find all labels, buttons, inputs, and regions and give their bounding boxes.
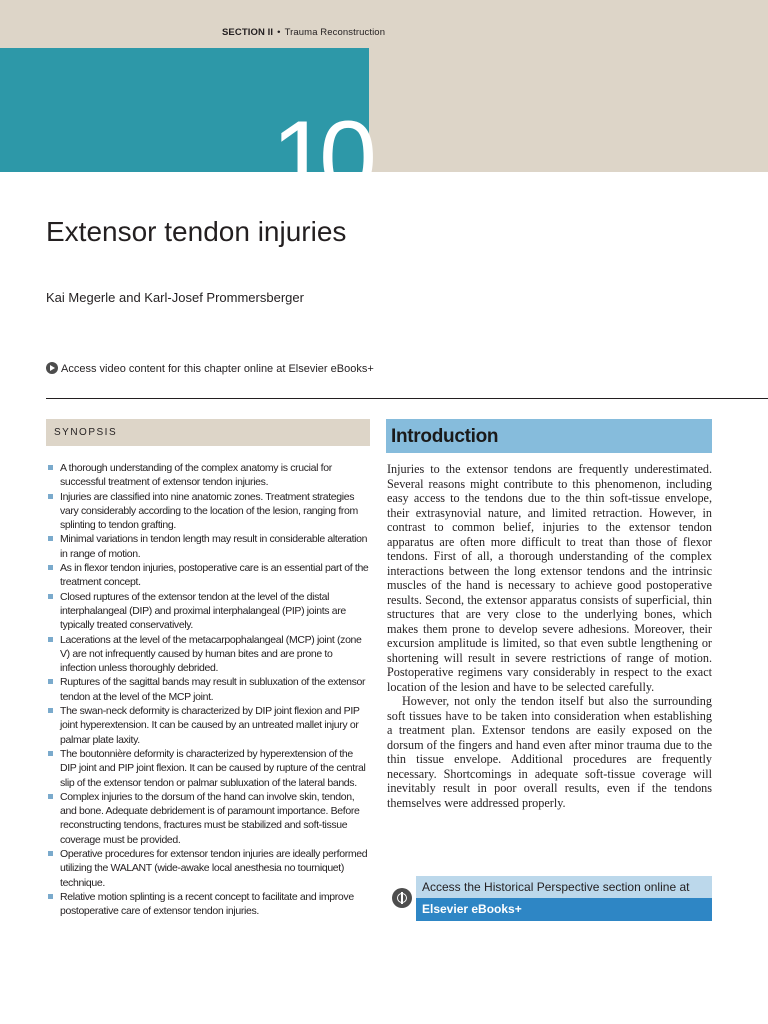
synopsis-item: Lacerations at the level of the metacarpophalangeal (MCP) joint (zone V) are not infrequently caused by human bites and are prone to infection unless thoroughly debrided. [46, 633, 370, 676]
running-head [222, 27, 385, 38]
section-label: SECTION II [222, 27, 274, 38]
introduction-header [386, 419, 712, 453]
running-head-bullet: • [277, 27, 281, 38]
synopsis-heading: SYNOPSIS [54, 427, 118, 438]
chapter-title: Extensor tendon injuries [46, 216, 347, 247]
chapter-number-box [0, 48, 369, 216]
play-icon [46, 362, 58, 374]
historical-perspective-line1 [416, 876, 712, 898]
synopsis-item: Relative motion splinting is a recent concept to facilitate and improve postoperative care of extensor tendon injuries. [46, 890, 370, 919]
introduction-paragraph: Injuries to the extensor tendons are frequently underestimated. Several reasons might contribute to this phenomenon, including easy access to the tendons due to the thin soft-tissue envelope, their extrasynovial nature, and limited retraction. However, in contrast to common belief, injuries to the extensor tendon apparatus are often more difficult to treat than those of flexor tendons. First of all, a thorough understanding of the complex interactions between the long extensor tendons and the intrinsic muscles of the hand is necessary to achieve good postoperative results. Second, the extensor apparatus consists of superficial, thin structures that are very close to the underlying bones, which makes them prone to develop severe adhesions. Moreover, their excursion amplitude is limited, so that even subtle lengthening or shortening will result in severe restrictions of range of motion. Postoperative regimens vary considerably in respect to the exact location of the lesion and have to be selected carefully. [387, 462, 712, 694]
access-video-text: Access video content for this chapter online at Elsevier eBooks+ [61, 363, 374, 375]
chapter-number: 10 [271, 100, 367, 216]
synopsis-item: The swan-neck deformity is characterized by DIP joint flexion and PIP joint hyperextension. It can be caused by an untreated mallet injury or palmar plate laxity. [46, 704, 370, 747]
synopsis-item: Ruptures of the sagittal bands may result in subluxation of the extensor tendon at the level of the MCP joint. [46, 675, 370, 704]
synopsis-item: A thorough understanding of the complex anatomy is crucial for successful treatment of extensor tendon injuries. [46, 461, 370, 490]
historical-perspective-text: Access the Historical Perspective section online at [422, 880, 690, 894]
ebooks-link-text: Elsevier eBooks+ [422, 902, 522, 916]
synopsis-item: Complex injuries to the dorsum of the hand can involve skin, tendon, and bone. Adequate debridement is of paramount importance. Before reconstructing tendons, fractures must be stabilized and soft-tissue coverage must be provided. [46, 790, 370, 847]
access-video-link[interactable] [46, 362, 374, 375]
horizontal-rule [46, 398, 768, 399]
historical-perspective-link[interactable] [416, 898, 712, 921]
introduction-heading: Introduction [391, 426, 499, 447]
historical-perspective-box[interactable] [386, 876, 712, 921]
synopsis-item: As in flexor tendon injuries, postoperative care is an essential part of the treatment concept. [46, 561, 370, 590]
synopsis-header [46, 419, 370, 446]
synopsis-item: Closed ruptures of the extensor tendon at the level of the distal interphalangeal (DIP) and proximal interphalangeal (PIP) joints are typically treated conservatively. [46, 590, 370, 633]
online-resource-icon [392, 888, 412, 908]
synopsis-item: Injuries are classified into nine anatomic zones. Treatment strategies vary considerably according to the location of the lesion, ranging from splinting to tendon grafting. [46, 490, 370, 533]
synopsis-item: The boutonnière deformity is characterized by hyperextension of the DIP joint and PIP joint flexion. It can be caused by rupture of the central slip of the extensor tendon or palmar subluxation of the lateral bands. [46, 747, 370, 790]
synopsis-list [46, 461, 370, 919]
introduction-paragraph: However, not only the tendon itself but also the surrounding soft tissues have to be taken into consideration when establishing a treatment plan. Extensor tendons are easily exposed on the dorsum of the fingers and hand even after minor trauma due to the thin tissue envelope. Additional procedures are frequently necessary. Shortcomings in adequate soft-tissue coverage will inevitably result in poor overall results, even if the tendons themselves were addressed properly. [387, 694, 712, 810]
section-title: Trauma Reconstruction [284, 27, 386, 38]
chapter-authors: Kai Megerle and Karl-Josef Prommersberger [46, 290, 304, 305]
introduction-body [387, 462, 712, 810]
synopsis-item: Minimal variations in tendon length may result in considerable alteration in range of motion. [46, 532, 370, 561]
synopsis-item: Operative procedures for extensor tendon injuries are ideally performed utilizing the WALANT (wide-awake local anesthesia no tourniquet) technique. [46, 847, 370, 890]
